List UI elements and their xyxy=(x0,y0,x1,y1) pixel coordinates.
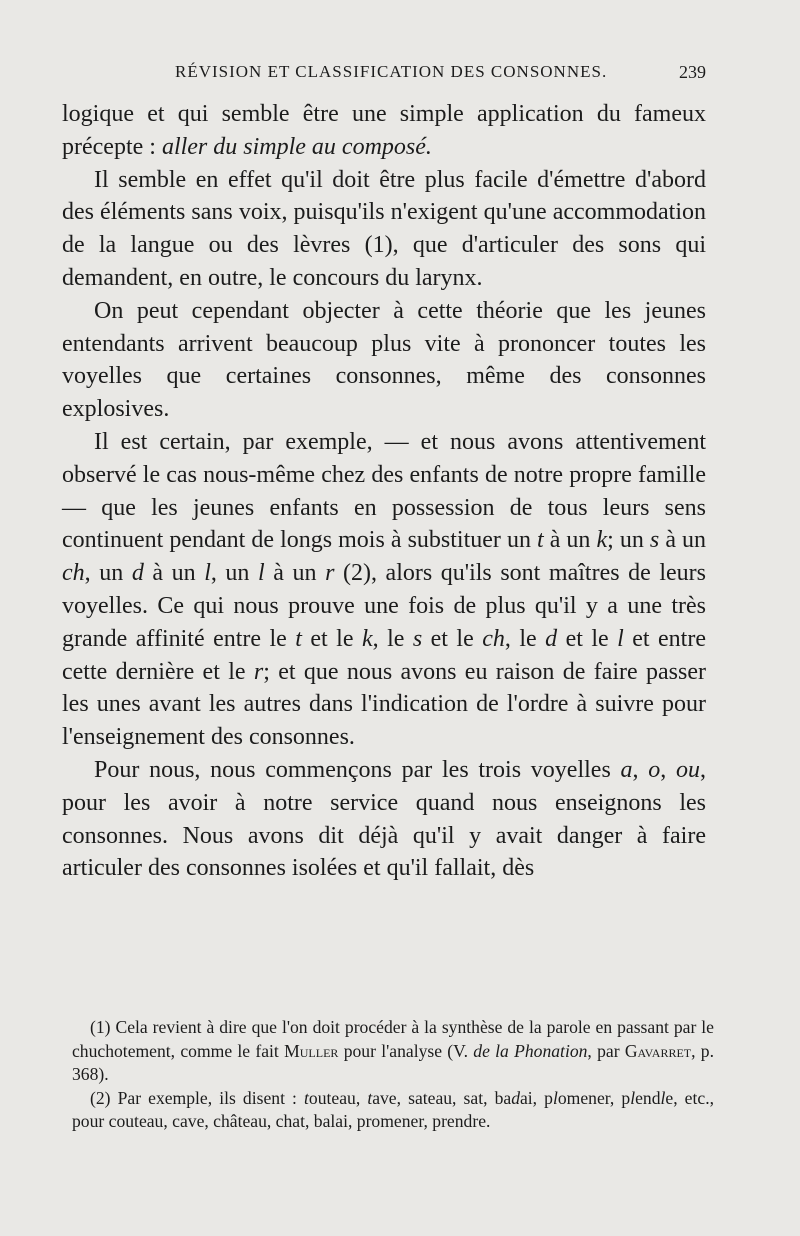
italic-letter: l xyxy=(660,1087,666,1108)
author-name: Gavarret xyxy=(624,1040,692,1061)
text-run: (2), alors qu'ils sont maîtres de leurs voyelles. Ce qui nous prouve une fois de plus qu'il y a une très grande affinité entre le xyxy=(62,560,707,652)
italic-letter: l xyxy=(617,625,624,652)
italic-letter: o xyxy=(648,756,661,783)
italic-letter: t xyxy=(367,1087,373,1108)
text-run: à un xyxy=(659,527,707,554)
paragraph-2: Il semble en effet qu'il doit être plus facile d'émettre d'abord des éléments sans voix, puisqu'ils n'exigent qu'une accommodation de la langue ou des lèvres (1), que d'articuler des sons qui demandent, en outre, le concours du larynx. xyxy=(62,166,706,291)
main-text xyxy=(62,98,706,885)
text-run: pour l'analyse (V. xyxy=(338,1040,474,1061)
text-run: et le xyxy=(301,625,362,652)
text-run: , le xyxy=(372,625,413,652)
text-run: et le xyxy=(557,625,618,652)
text-run: , xyxy=(632,756,649,783)
page-number: 239 xyxy=(679,62,706,82)
italic-letter: ch xyxy=(62,560,85,587)
italic-letter: s xyxy=(649,527,660,554)
text-run: , p. 368). xyxy=(72,1040,714,1085)
italic-letter: t xyxy=(537,527,544,554)
text-run: , par xyxy=(587,1040,625,1061)
text-run: , xyxy=(660,756,677,783)
paragraph-1 xyxy=(62,98,706,164)
italic-letter: k xyxy=(596,527,608,554)
italic-letter: t xyxy=(304,1087,309,1108)
text-run: e, etc., pour couteau, cave, château, chat, balai, promener, prendre. xyxy=(72,1087,714,1132)
text-run: , un xyxy=(84,560,132,587)
italic-letter: r xyxy=(253,658,264,685)
italic-letter: r xyxy=(325,560,335,587)
text-run: Pour nous, nous commençons par les trois voyelles xyxy=(94,756,621,783)
italic-letter: ou xyxy=(676,756,701,783)
italic-letter: k xyxy=(361,625,373,652)
italic-letter: d xyxy=(131,560,144,587)
text-run: end xyxy=(635,1087,661,1108)
italic-letter: ch xyxy=(482,625,505,652)
text-run: ai, p xyxy=(519,1087,553,1108)
text-run: à un xyxy=(543,527,597,554)
text-run: et entre cette dernière et le xyxy=(62,625,706,685)
text-run: (2) Par exemple, ils disent : xyxy=(90,1087,305,1108)
text-run: à un xyxy=(143,560,205,587)
book-title: de la Phonation xyxy=(473,1040,588,1061)
italic-letter: l xyxy=(258,560,265,587)
text-run: ; et que nous avons eu raison de faire passer les unes avant les autres dans l'indication de l'ordre à suivre pour l'enseignement des consonnes. xyxy=(62,658,706,751)
paragraph-3: On peut cependant objecter à cette théorie que les jeunes entendants arrivent beaucoup plus vite à prononcer toutes les voyelles que certaines consonnes, même des consonnes explosives. xyxy=(62,297,706,423)
running-head: RÉVISION ET CLASSIFICATION DES CONSONNES. xyxy=(175,62,608,81)
italic-letter: l xyxy=(204,560,211,587)
italic-letter: a xyxy=(620,756,633,783)
italic-letter: l xyxy=(552,1087,558,1108)
text-run: , pour les avoir à notre service quand nous enseignons les consonnes. Nous avons dit déjà qu'il y avait danger à faire articuler des consonnes isolées et qu'il fallait, dès xyxy=(62,756,707,882)
paragraph-1-text: logique et qui semble être une simple application du fameux précepte : xyxy=(62,101,706,160)
author-name: Muller xyxy=(284,1040,339,1061)
italic-letter: d xyxy=(545,625,558,652)
text-run: omener, p xyxy=(557,1087,631,1108)
text-run: , le xyxy=(504,625,546,652)
text-run: et le xyxy=(422,625,483,652)
text-run: ; un xyxy=(607,527,650,554)
paragraph-5 xyxy=(62,754,706,885)
text-run: ave, sateau, sat, ba xyxy=(372,1087,512,1108)
text-run: , un xyxy=(210,560,259,587)
page-header xyxy=(60,62,706,86)
italic-letter: l xyxy=(630,1087,636,1108)
paragraph-1-italic: aller du simple au composé. xyxy=(161,133,432,160)
footnote-2 xyxy=(72,1087,714,1134)
italic-letter: t xyxy=(295,625,302,652)
text-run: à un xyxy=(264,560,326,587)
italic-letter: s xyxy=(412,625,423,652)
paragraph-4 xyxy=(62,426,706,754)
italic-letter: d xyxy=(511,1087,520,1108)
footnote-1 xyxy=(72,1016,714,1087)
text-run: outeau, xyxy=(308,1087,368,1108)
text-run: (1) Cela revient à dire que l'on doit procéder à la synthèse de la parole en passant par le chuchotement, comme le fait xyxy=(72,1017,714,1061)
text-run: Il est certain, par exemple, — et nous avons attentivement observé le cas nous-même chez des enfants de notre propre famille — que les jeunes enfants en possession de tous leurs sens continuent pendant de longs mois à substituer un xyxy=(62,428,706,554)
footnotes xyxy=(72,1016,714,1134)
